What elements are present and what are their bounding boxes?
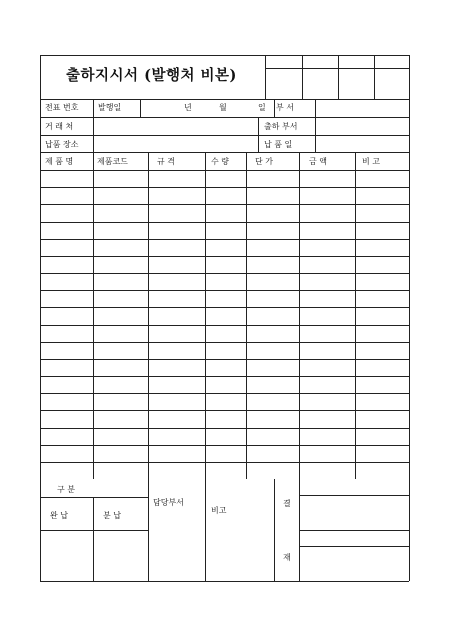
rule-line [40, 170, 409, 171]
rule-line [338, 55, 339, 99]
rule-line [40, 290, 409, 291]
rule-line [40, 256, 409, 257]
column-header: 수 량 [211, 157, 229, 166]
column-header: 비 고 [362, 157, 380, 166]
rule-line [374, 55, 375, 99]
issue-date-label: 발행일 [98, 103, 122, 112]
rule-line [274, 99, 275, 117]
rule-line [299, 152, 300, 479]
rule-line [409, 55, 410, 581]
rule-line [40, 393, 409, 394]
rule-line [299, 495, 409, 496]
rule-line [258, 117, 259, 152]
shipping-dept-label: 출하 부서 [264, 122, 298, 131]
month-label: 월 [219, 103, 227, 112]
slip-number-label: 전표 번호 [45, 103, 79, 112]
rule-line [274, 479, 275, 581]
form-title: 출하지시서 (발행처 비본) [66, 67, 237, 84]
rule-line [40, 222, 409, 223]
rule-line [40, 359, 409, 360]
customer-label: 거 래 처 [45, 122, 74, 131]
rule-line [40, 497, 148, 498]
rule-line [40, 581, 409, 582]
rule-line [40, 342, 409, 343]
rule-line [299, 530, 409, 531]
rule-line [40, 428, 409, 429]
rule-line [265, 55, 266, 99]
rule-line [205, 479, 206, 581]
rule-line [355, 152, 356, 479]
rule-line [315, 99, 316, 117]
column-header: 금 액 [309, 157, 327, 166]
rule-line [40, 117, 409, 118]
year-label: 년 [184, 103, 192, 112]
rule-line [40, 135, 409, 136]
rule-line [265, 68, 409, 69]
day-label: 일 [258, 103, 266, 112]
manager-dept-label: 담당부서 [153, 498, 184, 507]
rule-line [140, 99, 141, 117]
rule-line [315, 117, 316, 152]
rule-line [93, 117, 94, 152]
rule-line [40, 462, 409, 463]
rule-line [40, 55, 41, 581]
rule-line [40, 239, 409, 240]
rule-line [302, 55, 303, 99]
remarks-label: 비고 [211, 506, 227, 515]
rule-line [40, 410, 409, 411]
rule-line [40, 325, 409, 326]
rule-line [40, 307, 409, 308]
rule-line [148, 479, 149, 581]
rule-line [40, 187, 409, 188]
column-header: 단 가 [255, 157, 273, 166]
rule-line [40, 152, 409, 153]
column-header: 제품코드 [97, 157, 128, 166]
approval-label-1: 결 [283, 499, 291, 508]
rule-line [40, 273, 409, 274]
department-label: 부 서 [276, 103, 294, 112]
rule-line [299, 546, 409, 547]
rule-line [40, 445, 409, 446]
rule-line [40, 204, 409, 205]
category-label: 구 분 [57, 485, 75, 494]
rule-line [40, 55, 409, 56]
column-header: 제 품 명 [45, 157, 74, 166]
partial-delivery-label: 분 납 [103, 511, 121, 520]
rule-line [93, 497, 94, 581]
rule-line [148, 152, 149, 479]
complete-delivery-label: 완 납 [50, 511, 68, 520]
rule-line [93, 99, 94, 117]
rule-line [40, 376, 409, 377]
rule-line [205, 152, 206, 479]
rule-line [40, 530, 148, 531]
delivery-date-label: 납 품 일 [264, 140, 293, 149]
approval-label-2: 재 [283, 553, 291, 562]
rule-line [40, 99, 409, 100]
rule-line [246, 152, 247, 479]
column-header: 규 격 [157, 157, 175, 166]
delivery-place-label: 납품 장소 [45, 140, 79, 149]
rule-line [93, 152, 94, 479]
